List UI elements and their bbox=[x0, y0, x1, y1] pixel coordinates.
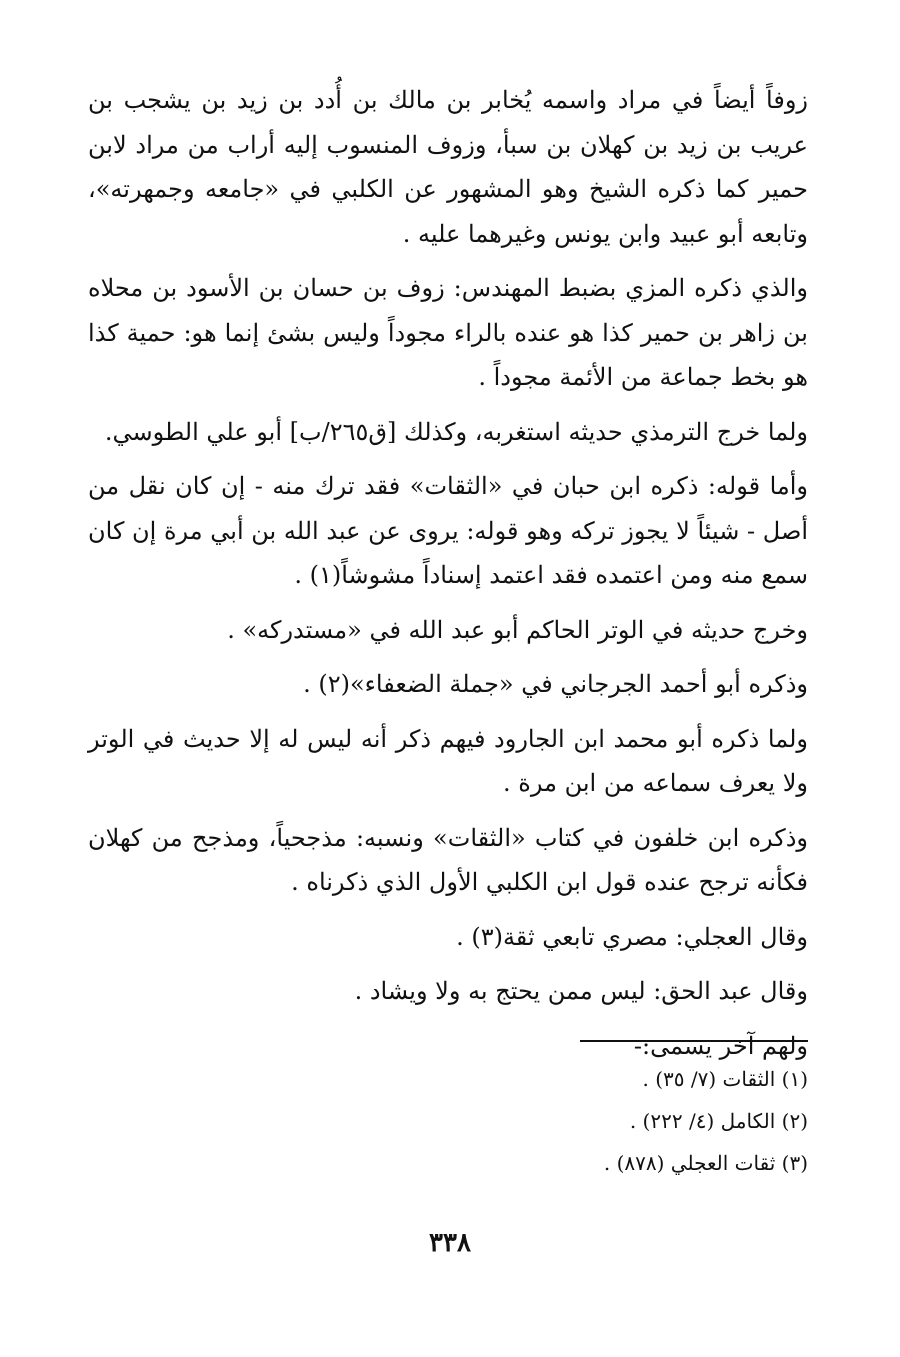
footnote: (٢) الكامل (٤/ ٢٢٢) . bbox=[629, 1109, 808, 1133]
paragraph: وذكره ابن خلفون في كتاب «الثقات» ونسبه: مذجحياً، ومذجح من كهلان فكأنه ترجح عنده قول ابن الكلبي الأول الذي ذكرناه . bbox=[88, 823, 808, 896]
footnote-divider bbox=[580, 1040, 808, 1042]
paragraph: وقال عبد الحق: ليس ممن يحتج به ولا ويشاد . bbox=[354, 977, 808, 1005]
paragraph: ولهم آخر يسمى:- bbox=[633, 1031, 808, 1060]
paragraph: ولما ذكره أبو محمد ابن الجارود فيهم ذكر أنه ليس له إلا حديث في الوتر ولا يعرف سماعه من ابن مرة . bbox=[88, 724, 808, 797]
paragraph: وأما قوله: ذكره ابن حبان في «الثقات» فقد ترك منه - إن كان نقل من أصل - شيئاً لا يجوز تركه وهو قوله: يروى عن عبد الله بن أبي مرة إن كان سمع منه ومن اعتمده فقد اعتمد إسناداً مشوشاً(١) . bbox=[88, 472, 808, 589]
footnote: (٣) ثقات العجلي (٨٧٨) . bbox=[603, 1151, 808, 1175]
paragraph: وقال العجلي: مصري تابعي ثقة(٣) . bbox=[456, 922, 808, 951]
main-text bbox=[88, 78, 808, 1078]
footnote: (١) الثقات (٧/ ٣٥) . bbox=[642, 1067, 808, 1091]
footnotes bbox=[88, 1058, 808, 1184]
paragraph: وخرج حديثه في الوتر الحاكم أبو عبد الله في «مستدركه» . bbox=[227, 615, 808, 644]
paragraph: ولما خرج الترمذي حديثه استغربه، وكذلك [ق٢٦٥/ب] أبو علي الطوسي. bbox=[104, 417, 808, 446]
paragraph: وذكره أبو أحمد الجرجاني في «جملة الضعفاء»(٢) . bbox=[303, 670, 808, 698]
paragraph: زوفاً أيضاً في مراد واسمه يُخابر بن مالك بن أُدد بن زيد بن يشجب بن عريب بن زيد بن كهلان بن سبأ، وزوف المنسوب إليه أراب من مراد لابن حمير كما ذكره الشيخ وهو المشهور عن الكلبي في «جامعه وجمهرته»، وتابعه أبو عبيد وابن يونس وغيرهما عليه . bbox=[88, 86, 809, 248]
paragraph: والذي ذكره المزي بضبط المهندس: زوف بن حسان بن الأسود بن محلاه بن زاهر بن حمير كذا هو عنده بالراء مجوداً وليس بشئ إنما هو: حمية كذا هو بخط جماعة من الأئمة مجوداً . bbox=[88, 274, 808, 391]
page-number: ٣٣٨ bbox=[429, 1228, 471, 1258]
